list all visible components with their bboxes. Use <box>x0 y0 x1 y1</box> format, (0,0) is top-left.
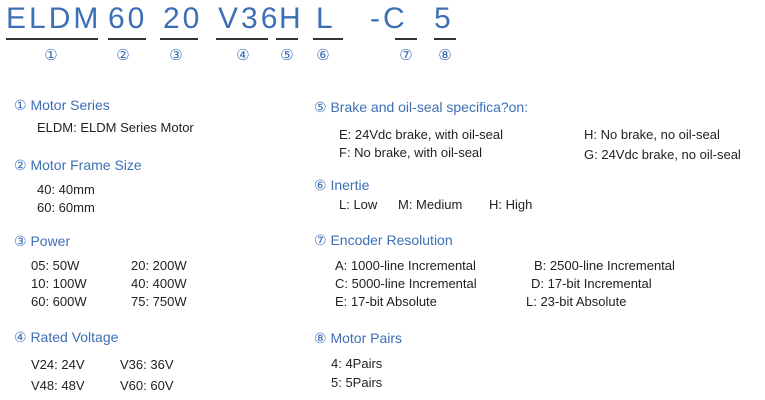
code-inertia: L <box>316 2 336 35</box>
section-title: ④ Rated Voltage <box>14 329 119 345</box>
list-item: 60: 600W <box>31 294 87 309</box>
marker-8: ⑧ <box>438 47 452 64</box>
code-pairs: 5 <box>434 2 454 35</box>
marker-4: ④ <box>236 47 250 64</box>
list-item: H: High <box>489 197 533 212</box>
list-item: E: 24Vdc brake, with oil-seal <box>339 127 504 142</box>
list-item: 20: 200W <box>131 258 187 273</box>
underline-frame <box>108 38 146 40</box>
code-brake: H <box>279 2 304 35</box>
code-frame: 60 <box>108 2 148 35</box>
marker-7: ⑦ <box>399 47 413 64</box>
list-item: H: No brake, no oil-seal <box>584 127 720 142</box>
marker-5: ⑤ <box>280 47 294 64</box>
list-item: 5: 5Pairs <box>331 375 383 390</box>
section-title: ③ Power <box>14 233 71 249</box>
list-item: D: 17-bit Incremental <box>531 276 652 291</box>
list-item: A: 1000-line Incremental <box>335 258 476 273</box>
section-title: ⑥ Inertie <box>314 177 370 193</box>
code-power: 20 <box>163 2 203 35</box>
list-item: L: Low <box>339 197 378 212</box>
code-voltage: V36 <box>218 2 281 35</box>
list-item: 40: 40mm <box>37 182 95 197</box>
list-item: G: 24Vdc brake, no oil-seal <box>584 147 741 162</box>
underline-pairs <box>434 38 456 40</box>
list-item: 10: 100W <box>31 276 87 291</box>
marker-1: ① <box>44 47 58 64</box>
list-item: V60: 60V <box>120 378 174 393</box>
list-item: ELDM: ELDM Series Motor <box>37 120 194 135</box>
code-encoder: -C <box>370 2 408 35</box>
list-item: 75: 750W <box>131 294 187 309</box>
underline-power <box>160 38 198 40</box>
list-item: 4: 4Pairs <box>331 356 383 371</box>
list-item: 05: 50W <box>31 258 80 273</box>
underline-voltage <box>216 38 268 40</box>
list-item: 40: 400W <box>131 276 187 291</box>
list-item: M: Medium <box>398 197 463 212</box>
underline-brake <box>276 38 298 40</box>
list-item: V24: 24V <box>31 357 85 372</box>
list-item: F: No brake, with oil-seal <box>339 145 483 160</box>
section-title: ⑧ Motor Pairs <box>314 330 403 346</box>
list-item: E: 17-bit Absolute <box>335 294 437 309</box>
marker-6: ⑥ <box>316 47 330 64</box>
list-item: 60: 60mm <box>37 200 95 215</box>
underline-series <box>6 38 98 40</box>
underline-inertia <box>313 38 343 40</box>
marker-3: ③ <box>169 47 183 64</box>
list-item: B: 2500-line Incremental <box>534 258 675 273</box>
code-series: ELDM <box>6 2 102 35</box>
section-title: ① Motor Series <box>14 97 110 113</box>
list-item: C: 5000-line Incremental <box>335 276 477 291</box>
underline-encoder <box>395 38 417 40</box>
section-title: ⑦ Encoder Resolution <box>314 232 453 248</box>
list-item: V36: 36V <box>120 357 174 372</box>
section-title: ⑤ Brake and oil-seal specifica?on: <box>314 99 529 115</box>
marker-2: ② <box>116 47 130 64</box>
list-item: L: 23-bit Absolute <box>526 294 627 309</box>
list-item: V48: 48V <box>31 378 85 393</box>
section-title: ② Motor Frame Size <box>14 157 142 173</box>
